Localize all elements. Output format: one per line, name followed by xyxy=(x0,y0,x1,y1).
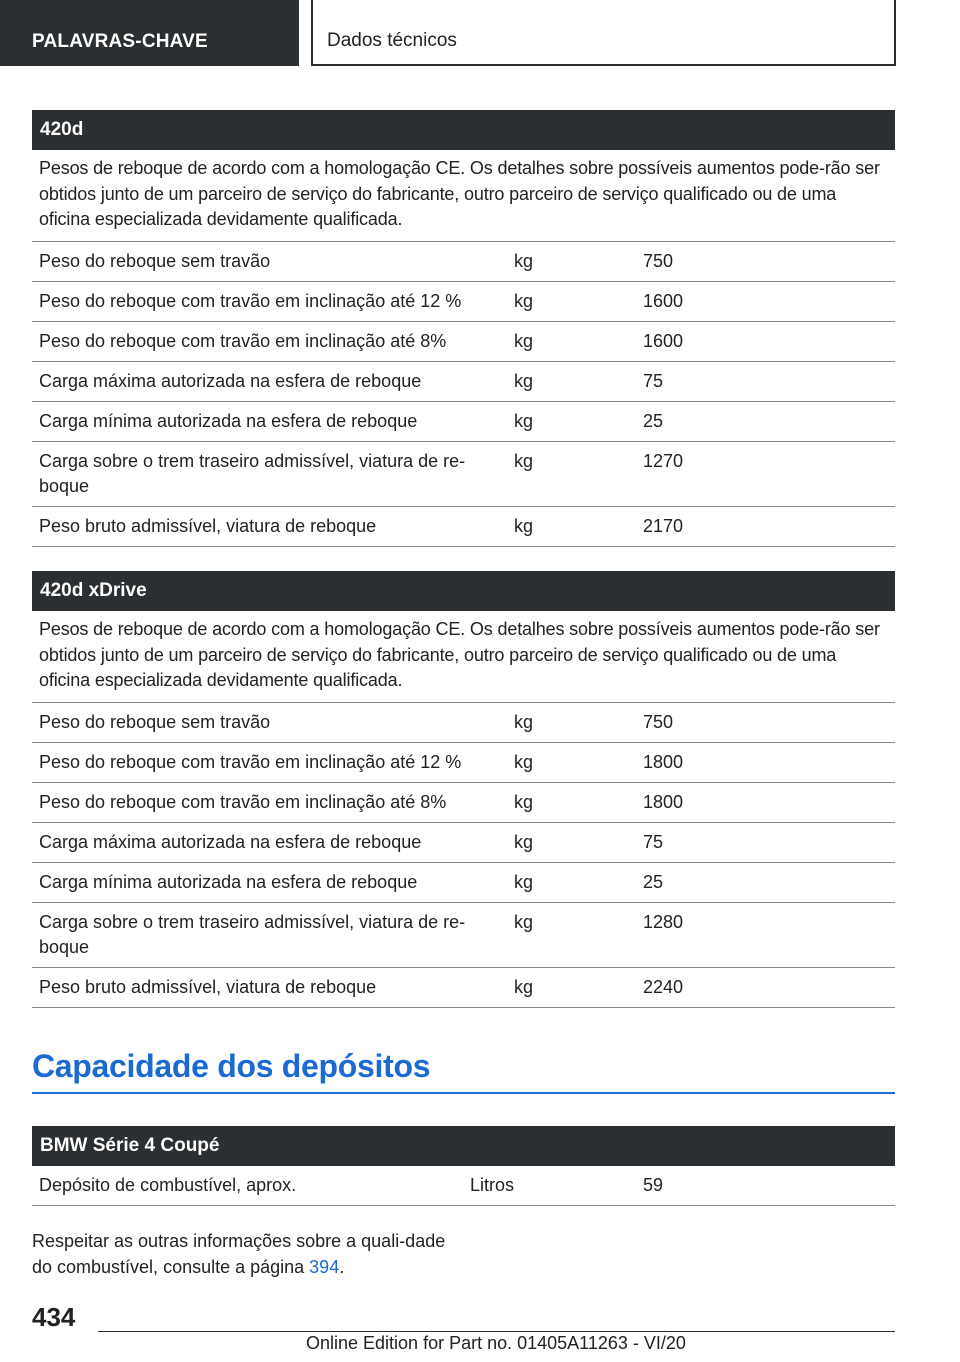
section-tab[interactable]: PALAVRAS-CHAVE xyxy=(0,0,299,66)
row-unit: kg xyxy=(514,976,534,997)
row-value: 1600 xyxy=(643,330,684,351)
chapter-title: Dados técnicos xyxy=(311,0,896,66)
page-number: 434 xyxy=(32,1302,76,1332)
row-label: Peso do reboque com travão em inclinação até 12 % xyxy=(39,751,462,772)
row-value: 750 xyxy=(643,250,674,271)
table-row xyxy=(32,743,895,783)
row-value: 2240 xyxy=(643,976,684,997)
table-row xyxy=(32,242,895,282)
row-value: 1800 xyxy=(643,791,684,812)
row-label: Peso bruto admissível, viatura de reboque xyxy=(39,515,377,536)
row-unit: kg xyxy=(514,330,534,351)
row-unit: kg xyxy=(514,911,534,932)
row-value: 750 xyxy=(643,711,674,732)
row-label: Carga máxima autorizada na esfera de reboque xyxy=(39,370,422,391)
row-unit: Litros xyxy=(470,1175,515,1195)
row-unit: kg xyxy=(514,290,534,311)
row-label: Peso do reboque sem travão xyxy=(39,711,271,732)
row-unit: kg xyxy=(514,250,534,271)
page-header xyxy=(0,0,960,66)
row-value: 1270 xyxy=(643,450,684,471)
row-label: Peso do reboque com travão em inclinação até 8% xyxy=(39,791,447,812)
table-row xyxy=(32,322,895,362)
section-heading: Capacidade dos depósitos xyxy=(32,1048,895,1094)
note-end: . xyxy=(339,1256,345,1277)
row-label: Peso do reboque sem travão xyxy=(39,250,271,271)
fuel-quality-note xyxy=(32,1229,452,1280)
row-value: 1280 xyxy=(643,911,684,932)
table-row xyxy=(32,507,895,547)
row-label: Carga máxima autorizada na esfera de reboque xyxy=(39,831,422,852)
edition-note: Online Edition for Part no. 01405A11263 - VI/20 xyxy=(306,1333,686,1353)
row-unit: kg xyxy=(514,791,534,812)
table-title: BMW Série 4 Coupé xyxy=(32,1126,895,1166)
row-label: Carga sobre o trem traseiro admissível, viatura de re-boque xyxy=(39,911,466,957)
row-label: Peso bruto admissível, viatura de reboque xyxy=(39,976,377,997)
table-row xyxy=(32,282,895,322)
towing-table-420d-xdrive xyxy=(32,571,895,1008)
towing-table-420d xyxy=(32,110,895,547)
row-label: Depósito de combustível, aprox. xyxy=(39,1175,297,1195)
row-value: 75 xyxy=(643,831,664,852)
table-row xyxy=(32,783,895,823)
table-row xyxy=(32,863,895,903)
row-label: Carga mínima autorizada na esfera de reboque xyxy=(39,871,418,892)
table-row xyxy=(32,362,895,402)
page-reference-link[interactable]: 394 xyxy=(309,1256,340,1277)
row-label: Peso do reboque com travão em inclinação até 12 % xyxy=(39,290,462,311)
row-value: 59 xyxy=(643,1175,664,1195)
row-unit: kg xyxy=(514,515,534,536)
row-unit: kg xyxy=(514,711,534,732)
table-row xyxy=(32,402,895,442)
row-unit: kg xyxy=(514,751,534,772)
fuel-capacity-table xyxy=(32,1126,895,1206)
table-row xyxy=(32,823,895,863)
table-intro: Pesos de reboque de acordo com a homologação CE. Os detalhes sobre possíveis aumentos pode-rão ser obtidos junto de um parceiro de serviço do fabricante, outro parceiro de serviço qualificado ou de uma oficina especializada devidamente qualificada. xyxy=(32,150,895,242)
row-value: 1600 xyxy=(643,290,684,311)
row-value: 25 xyxy=(643,871,664,892)
row-unit: kg xyxy=(514,831,534,852)
table-row xyxy=(32,703,895,743)
note-text: Respeitar as outras informações sobre a quali-dade do combustível, consulte a página xyxy=(32,1231,446,1277)
table-title: 420d xDrive xyxy=(32,571,895,611)
row-unit: kg xyxy=(514,410,534,431)
row-unit: kg xyxy=(514,370,534,391)
row-label: Peso do reboque com travão em inclinação até 8% xyxy=(39,330,447,351)
row-value: 75 xyxy=(643,370,664,391)
row-value: 1800 xyxy=(643,751,684,772)
row-value: 25 xyxy=(643,410,664,431)
row-unit: kg xyxy=(514,871,534,892)
row-label: Carga mínima autorizada na esfera de reboque xyxy=(39,410,418,431)
table-row xyxy=(32,442,895,507)
table-title: 420d xyxy=(32,110,895,150)
table-row xyxy=(32,903,895,968)
table-intro: Pesos de reboque de acordo com a homologação CE. Os detalhes sobre possíveis aumentos pode-rão ser obtidos junto de um parceiro de serviço do fabricante, outro parceiro de serviço qualificado ou de uma oficina especializada devidamente qualificada. xyxy=(32,611,895,703)
table-row xyxy=(32,968,895,1008)
row-label: Carga sobre o trem traseiro admissível, viatura de re-boque xyxy=(39,450,466,496)
row-value: 2170 xyxy=(643,515,684,536)
row-unit: kg xyxy=(514,450,534,471)
footer-divider xyxy=(98,1331,895,1332)
table-row xyxy=(32,1166,895,1206)
